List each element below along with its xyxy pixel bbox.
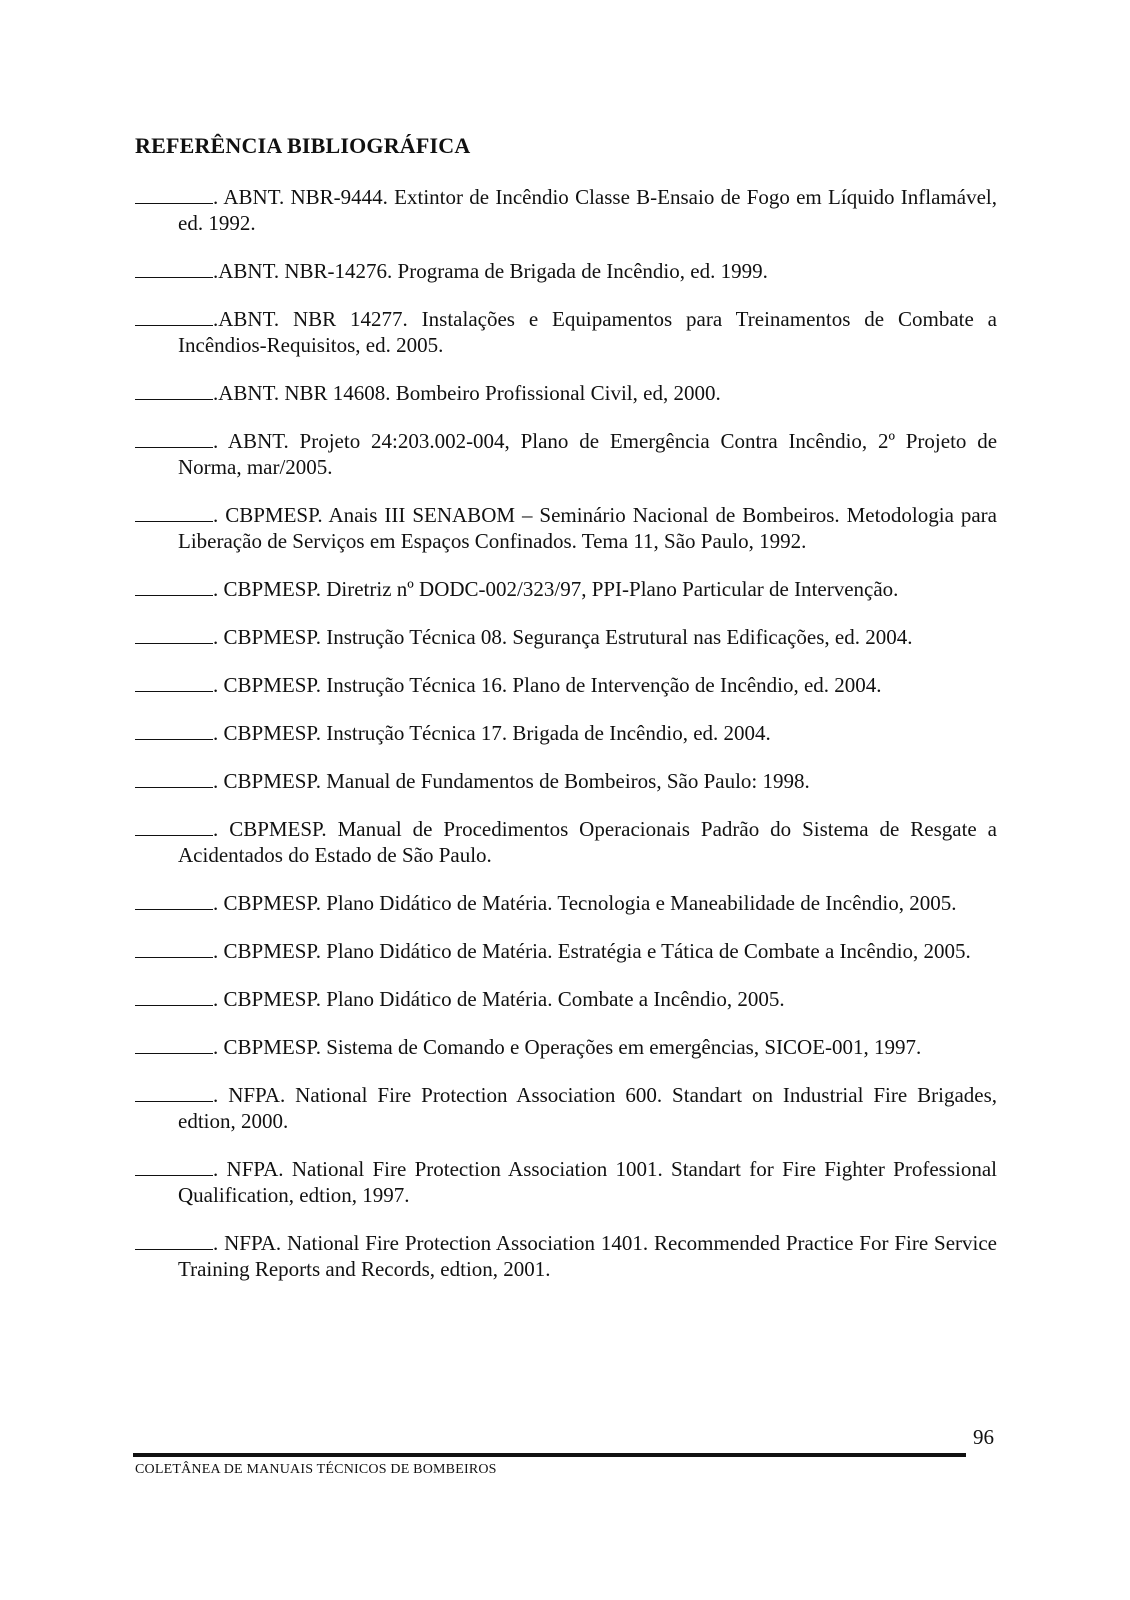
reference-prefix: .	[213, 721, 224, 745]
reference-item	[135, 576, 997, 602]
reference-item	[135, 768, 997, 794]
reference-prefix: .	[213, 769, 224, 793]
reference-item	[135, 672, 997, 698]
author-blank-line	[135, 941, 213, 958]
reference-text: NFPA. National Fire Protection Association 1001. Standart for Fire Fighter Professional Qualification, edtion, 1997.	[178, 1157, 997, 1207]
author-blank-line	[135, 431, 213, 448]
reference-prefix: .	[213, 307, 219, 331]
reference-text: CBPMESP. Sistema de Comando e Operações em emergências, SICOE-001, 1997.	[223, 1035, 922, 1059]
reference-text: CBPMESP. Plano Didático de Matéria. Tecnologia e Maneabilidade de Incêndio, 2005.	[223, 891, 957, 915]
reference-prefix: .	[213, 987, 224, 1011]
reference-text: CBPMESP. Instrução Técnica 08. Segurança Estrutural nas Edificações, ed. 2004.	[223, 625, 913, 649]
reference-text: NFPA. National Fire Protection Association 1401. Recommended Practice For Fire Service Training Reports and Records, edtion, 2001.	[178, 1231, 997, 1281]
reference-item	[135, 624, 997, 650]
reference-list	[135, 184, 997, 1282]
reference-prefix: .	[213, 1083, 229, 1107]
reference-prefix: .	[213, 817, 230, 841]
reference-item	[135, 502, 997, 554]
reference-text: CBPMESP. Manual de Fundamentos de Bombeiros, São Paulo: 1998.	[223, 769, 810, 793]
reference-prefix: .	[213, 185, 224, 209]
reference-item	[135, 938, 997, 964]
page-number: 96	[973, 1425, 994, 1449]
reference-item	[135, 1034, 997, 1060]
author-blank-line	[135, 893, 213, 910]
author-blank-line	[135, 383, 213, 400]
reference-text: CBPMESP. Instrução Técnica 17. Brigada de Incêndio, ed. 2004.	[223, 721, 771, 745]
author-blank-line	[135, 989, 213, 1006]
reference-item	[135, 1230, 997, 1282]
reference-prefix: .	[213, 381, 219, 405]
reference-item	[135, 986, 997, 1012]
author-blank-line	[135, 579, 213, 596]
reference-prefix: .	[213, 673, 224, 697]
reference-prefix: .	[213, 939, 224, 963]
reference-item	[135, 428, 997, 480]
reference-item	[135, 720, 997, 746]
reference-item	[135, 890, 997, 916]
author-blank-line	[135, 1233, 213, 1250]
reference-item	[135, 380, 997, 406]
reference-prefix: .	[213, 259, 219, 283]
author-blank-line	[135, 1159, 213, 1176]
author-blank-line	[135, 1037, 213, 1054]
author-blank-line	[135, 187, 213, 204]
reference-text: ABNT. NBR 14277. Instalações e Equipamentos para Treinamentos de Combate a Incêndios-Requisitos, ed. 2005.	[178, 307, 997, 357]
reference-prefix: .	[213, 503, 226, 527]
reference-text: ABNT. NBR-9444. Extintor de Incêndio Classe B-Ensaio de Fogo em Líquido Inflamável, ed. 1992.	[178, 185, 997, 235]
reference-text: ABNT. NBR 14608. Bombeiro Profissional Civil, ed, 2000.	[218, 381, 721, 405]
reference-text: CBPMESP. Anais III SENABOM – Seminário Nacional de Bombeiros. Metodologia para Liberação de Serviços em Espaços Confinados. Tema 11, São Paulo, 1992.	[178, 503, 997, 553]
reference-item	[135, 184, 997, 236]
author-blank-line	[135, 261, 213, 278]
author-blank-line	[135, 819, 213, 836]
reference-text: CBPMESP. Diretriz nº DODC-002/323/97, PPI-Plano Particular de Intervenção.	[223, 577, 899, 601]
reference-text: CBPMESP. Manual de Procedimentos Operacionais Padrão do Sistema de Resgate a Acidentados do Estado de São Paulo.	[178, 817, 997, 867]
author-blank-line	[135, 675, 213, 692]
reference-text: NFPA. National Fire Protection Association 600. Standart on Industrial Fire Brigades, edtion, 2000.	[178, 1083, 998, 1133]
author-blank-line	[135, 505, 213, 522]
author-blank-line	[135, 723, 213, 740]
reference-item	[135, 816, 997, 868]
reference-prefix: .	[213, 429, 228, 453]
reference-prefix: .	[213, 1035, 224, 1059]
reference-text: CBPMESP. Instrução Técnica 16. Plano de Intervenção de Incêndio, ed. 2004.	[223, 673, 882, 697]
author-blank-line	[135, 309, 213, 326]
page-title: REFERÊNCIA BIBLIOGRÁFICA	[135, 133, 471, 158]
reference-text: ABNT. Projeto 24:203.002-004, Plano de Emergência Contra Incêndio, 2º Projeto de Norma, mar/2005.	[178, 429, 998, 479]
footer-rule	[133, 1453, 966, 1457]
reference-prefix: .	[213, 577, 224, 601]
author-blank-line	[135, 771, 213, 788]
reference-text: CBPMESP. Plano Didático de Matéria. Combate a Incêndio, 2005.	[223, 987, 785, 1011]
author-blank-line	[135, 627, 213, 644]
reference-prefix: .	[213, 1157, 227, 1181]
reference-prefix: .	[213, 1231, 225, 1255]
reference-item	[135, 1082, 997, 1134]
reference-item	[135, 306, 997, 358]
reference-item	[135, 1156, 997, 1208]
footer-text: COLETÂNEA DE MANUAIS TÉCNICOS DE BOMBEIROS	[135, 1462, 497, 1477]
reference-item	[135, 258, 997, 284]
reference-text: CBPMESP. Plano Didático de Matéria. Estratégia e Tática de Combate a Incêndio, 2005.	[223, 939, 971, 963]
author-blank-line	[135, 1085, 213, 1102]
reference-prefix: .	[213, 891, 224, 915]
reference-prefix: .	[213, 625, 224, 649]
reference-text: ABNT. NBR-14276. Programa de Brigada de Incêndio, ed. 1999.	[218, 259, 768, 283]
